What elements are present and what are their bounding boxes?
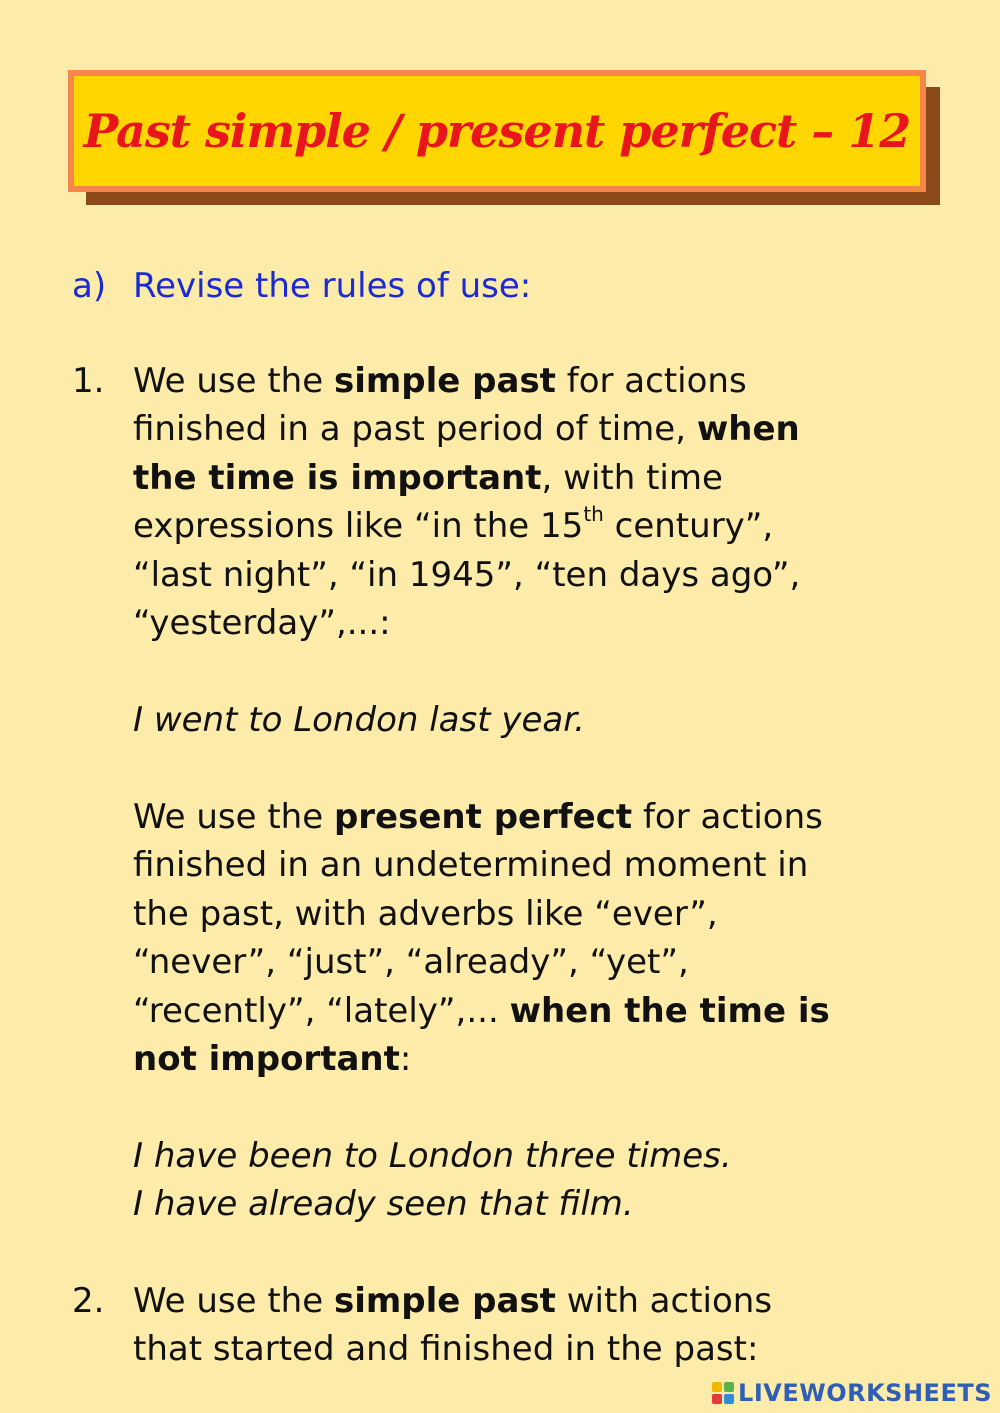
bold-text: present perfect <box>333 797 633 837</box>
superscript: th <box>583 501 604 526</box>
text: century”, <box>603 506 774 546</box>
text: We use the <box>133 797 334 837</box>
text: We use the <box>133 1281 334 1321</box>
rule-1-line-1 <box>133 357 747 406</box>
rule-1-line-2 <box>133 405 800 454</box>
bold-text: when <box>696 409 800 449</box>
rule-1-line-3 <box>133 454 723 503</box>
rule-1-line-6: “yesterday”,...: <box>133 603 391 643</box>
italic-text: I have been to London three times. <box>133 1136 732 1176</box>
section-a-marker: a) <box>72 266 107 306</box>
section-a-heading: Revise the rules of use: <box>133 266 532 306</box>
text: for actions <box>632 797 823 837</box>
example-sentence-1 <box>133 696 585 745</box>
text: , with time <box>541 458 723 498</box>
text: : <box>399 1039 412 1079</box>
bold-text: not important <box>133 1039 400 1079</box>
liveworksheets-logo[interactable] <box>712 1379 992 1407</box>
bold-text: when the time is <box>509 991 830 1031</box>
example-sentence-2 <box>133 1132 732 1181</box>
liveworksheets-logo-icon <box>712 1382 734 1404</box>
rule-1-p2-line-2: finished in an undetermined moment in <box>133 845 809 885</box>
page-title: Past simple / present perfect – 12 <box>83 104 911 158</box>
text: “recently”, “lately”,... <box>133 991 510 1031</box>
bold-text: simple past <box>333 1281 556 1321</box>
text: expressions like “in the 15 <box>133 506 584 546</box>
italic-text: I have already seen that film. <box>133 1184 634 1224</box>
text: finished in a past period of time, <box>133 409 697 449</box>
rule-1-p2-line-5 <box>133 987 830 1036</box>
bold-text: the time is important <box>133 458 542 498</box>
rule-1-line-5: “last night”, “in 1945”, “ten days ago”, <box>133 555 801 595</box>
italic-text: I went to London last year. <box>133 700 585 740</box>
rule-1-p2-line-1 <box>133 793 823 842</box>
rule-2-line-1 <box>133 1277 772 1326</box>
rule-1-p2-line-4: “never”, “just”, “already”, “yet”, <box>133 942 689 982</box>
bold-text: simple past <box>333 361 556 401</box>
rule-1-p2-line-3: the past, with adverbs like “ever”, <box>133 894 718 934</box>
text: We use the <box>133 361 334 401</box>
rule-1-p2-line-6 <box>133 1035 411 1084</box>
rule-1-marker: 1. <box>72 361 105 401</box>
example-sentence-3 <box>133 1180 634 1229</box>
title-banner <box>68 70 926 192</box>
rule-1-line-4 <box>133 502 773 551</box>
text: for actions <box>555 361 747 401</box>
rule-2-line-2: that started and finished in the past: <box>133 1329 759 1369</box>
text: with actions <box>555 1281 773 1321</box>
logo-text: LIVEWORKSHEETS <box>738 1379 992 1407</box>
rule-2-marker: 2. <box>72 1281 105 1321</box>
